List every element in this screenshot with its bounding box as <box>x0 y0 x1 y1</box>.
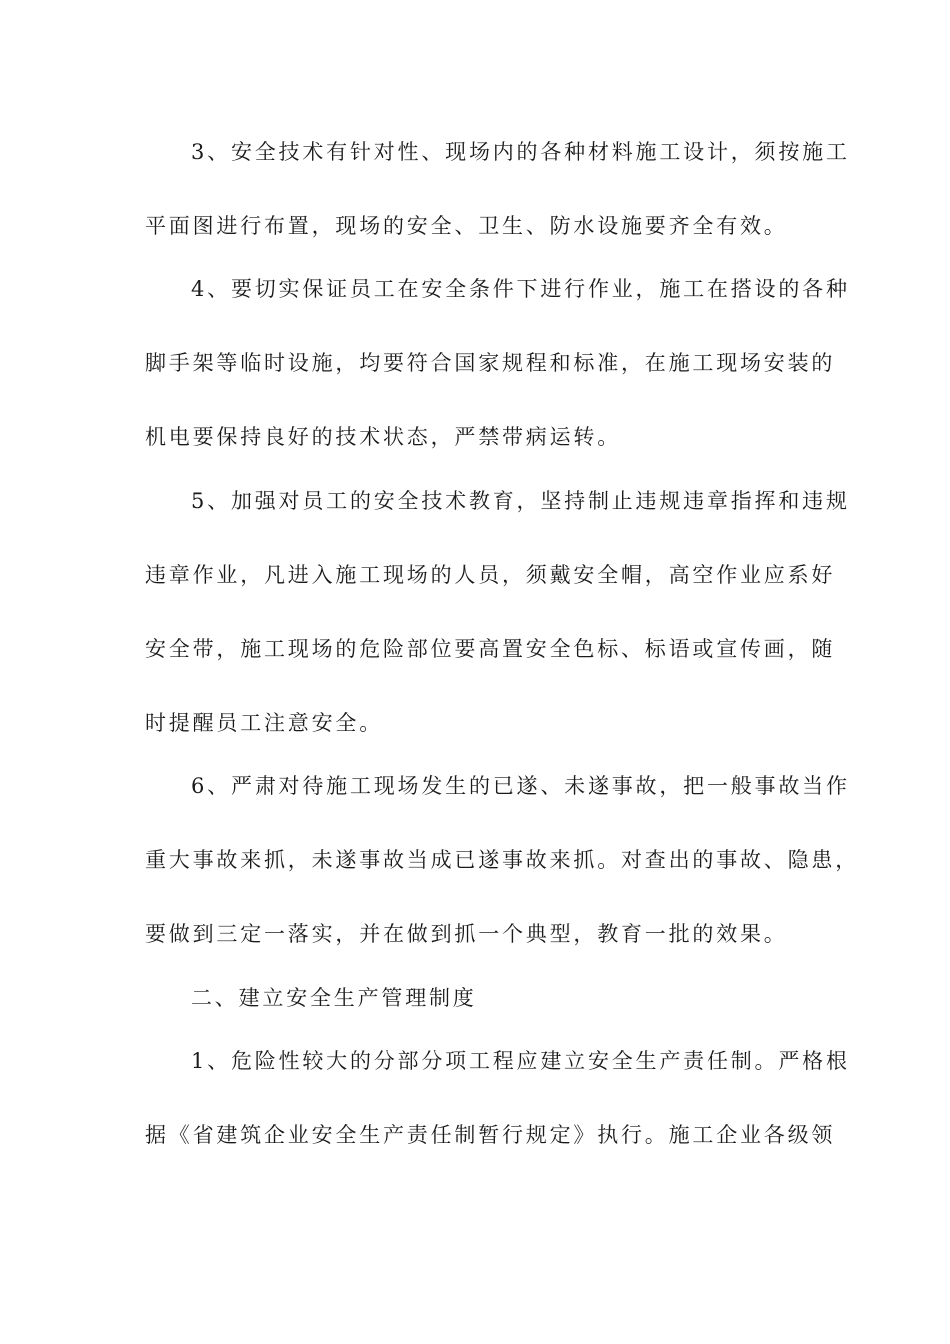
paragraph-6-line-1: 6、严肃对待施工现场发生的已遂、未遂事故，把一般事故当作 <box>191 774 850 798</box>
paragraph-5-line-2: 违章作业，凡进入施工现场的人员，须戴安全帽，高空作业应系好 <box>145 563 836 587</box>
paragraph-3-line-1: 3、安全技术有针对性、现场内的各种材料施工设计，须按施工 <box>191 140 850 164</box>
section-heading: 二、建立安全生产管理制度 <box>191 986 477 1010</box>
paragraph-6-line-2: 重大事故来抓，未遂事故当成已遂事故来抓。对查出的事故、隐患， <box>145 848 859 872</box>
paragraph-4-line-3: 机电要保持良好的技术状态，严禁带病运转。 <box>145 425 621 449</box>
paragraph-5-line-1: 5、加强对员工的安全技术教育，坚持制止违规违章指挥和违规 <box>191 489 850 513</box>
paragraph-6-line-3: 要做到三定一落实，并在做到抓一个典型，教育一批的效果。 <box>145 922 788 946</box>
paragraph-3-line-2: 平面图进行布置，现场的安全、卫生、防水设施要齐全有效。 <box>145 214 788 238</box>
paragraph-4-line-2: 脚手架等临时设施，均要符合国家规程和标准，在施工现场安装的 <box>145 351 836 375</box>
paragraph-5-line-3: 安全带，施工现场的危险部位要高置安全色标、标语或宣传画，随 <box>145 637 836 661</box>
paragraph-5-line-4: 时提醒员工注意安全。 <box>145 711 383 735</box>
paragraph-1-line-2: 据《省建筑企业安全生产责任制暂行规定》执行。施工企业各级领 <box>145 1123 836 1147</box>
paragraph-1-line-1: 1、危险性较大的分部分项工程应建立安全生产责任制。严格根 <box>191 1049 850 1073</box>
paragraph-4-line-1: 4、要切实保证员工在安全条件下进行作业，施工在搭设的各种 <box>191 277 850 301</box>
